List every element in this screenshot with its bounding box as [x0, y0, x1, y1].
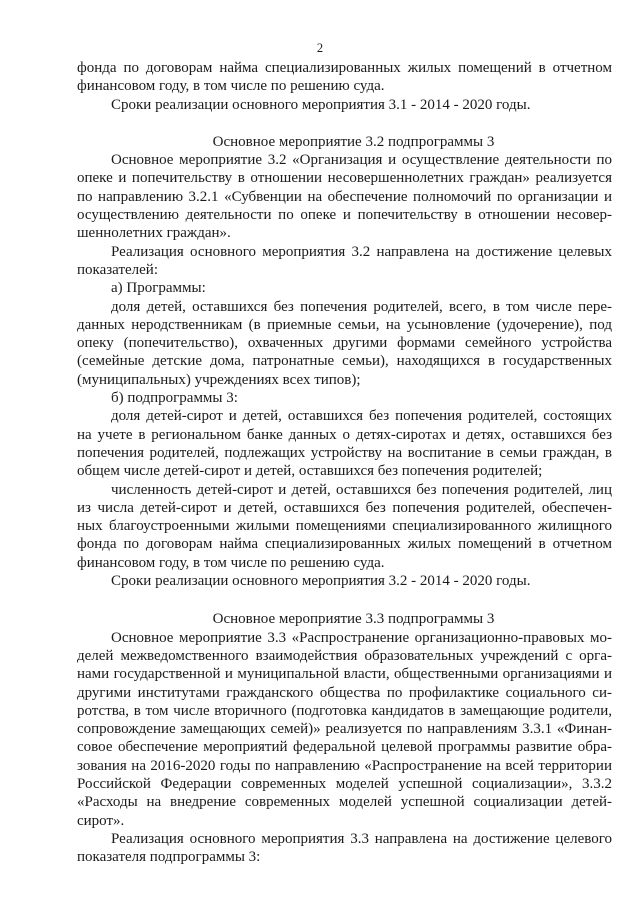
- section-spacer: [77, 114, 612, 133]
- text-line: зования на 2016-2020 годы по направлению «Распространение на всей территории: [77, 757, 612, 774]
- paragraph: [77, 481, 612, 572]
- text-line: Основное мероприятие 3.3 «Распространение организационно-правовых мо-: [111, 629, 612, 646]
- text-line: численность детей-сирот и детей, оставшихся без попечения родителей, лиц: [111, 481, 612, 498]
- text-line: опеку (попечительство), охваченных другими формами семейного устройства: [77, 335, 612, 352]
- text-line: делей межведомственного взаимодействия образовательных учреждений с орга-: [77, 647, 612, 664]
- text-line: из числа детей-сирот и детей, оставшихся без попечения родителей, обеспечен-: [77, 499, 612, 516]
- section-heading: Основное мероприятие 3.2 подпрограммы 3: [212, 133, 495, 150]
- text-line: совое обеспечение мероприятий федеральной целевой программы развитие обра-: [77, 739, 612, 756]
- paragraph: [77, 279, 612, 297]
- text-line: фонда по договорам найма специализированных жилых помещений в отчетном: [77, 536, 612, 553]
- document-body: [77, 59, 612, 866]
- text-line: (семейные детские дома, патронатные семьи), находящихся в государственных: [77, 353, 612, 370]
- text-line: финансовом году, в том числе по решению суда.: [77, 78, 385, 95]
- text-line: другими институтами гражданского общества по профилактике социального си-: [77, 684, 612, 701]
- text-line: опеке и попечительству в отношении несовершеннолетних граждан» реализуется: [77, 170, 612, 187]
- text-line: доля детей, оставшихся без попечения родителей, всего, в том числе пере-: [111, 298, 612, 315]
- text-line: сопровождение замещающих семей)» реализуется по направлениям 3.3.1 «Финан-: [77, 721, 612, 738]
- text-line: по направлению 3.2.1 «Субвенции на обеспечение полномочий по организации и: [77, 188, 612, 205]
- paragraph: [77, 572, 612, 590]
- text-line: фонда по договорам найма специализированных жилых помещений в отчетном: [77, 60, 612, 76]
- text-line: Основное мероприятие 3.2 «Организация и осуществление деятельности по: [111, 152, 612, 169]
- text-line: а) Программы:: [111, 280, 206, 297]
- paragraph: [77, 629, 612, 830]
- text-line: Реализация основного мероприятия 3.3 направлена на достижение целевого: [111, 830, 612, 847]
- text-line: сирот».: [77, 812, 125, 829]
- paragraph: [77, 96, 612, 114]
- text-line: (муниципальных) учреждениях всех типов);: [77, 371, 361, 388]
- section-spacer: [77, 590, 612, 610]
- paragraph: [77, 830, 612, 867]
- text-line: Реализация основного мероприятия 3.2 направлена на достижение целевых: [111, 243, 612, 260]
- paragraph: [77, 407, 612, 480]
- text-line: финансовом году, в том числе по решению суда.: [77, 554, 385, 571]
- paragraph: [77, 389, 612, 407]
- text-line: Российской Федерации современных моделей успешной социализации», 3.3.2: [77, 775, 612, 792]
- text-line: показателя подпрограммы 3:: [77, 849, 261, 866]
- text-line: доля детей-сирот и детей, оставшихся без попечения родителей, состоящих: [111, 408, 612, 425]
- text-line: общем числе детей-сирот и детей, оставшихся без попечения родителей;: [77, 463, 543, 480]
- text-line: ротства, в том числе вторичного (подготовка кандидатов в замещающие родители,: [77, 702, 612, 719]
- section-heading: Основное мероприятие 3.3 подпрограммы 3: [212, 611, 495, 628]
- text-line: Сроки реализации основного мероприятия 3.2 - 2014 - 2020 годы.: [111, 573, 531, 590]
- paragraph: [77, 243, 612, 280]
- text-line: шеннолетних граждан».: [77, 225, 231, 242]
- paragraph: [77, 151, 612, 242]
- text-line: «Расходы на внедрение современных моделей успешной социализации детей-: [77, 794, 612, 811]
- text-line: нами государственной и муниципальной власти, общественными организациями и: [77, 666, 612, 683]
- text-line: данных неродственникам (в приемные семьи, на усыновление (удочерение), под: [77, 316, 612, 333]
- text-line: ных благоустроенными жилыми помещениями специализированного жилищного: [77, 518, 612, 535]
- text-line: осуществлению деятельности по опеке и попечительству в отношении несовер-: [77, 207, 612, 224]
- text-line: на учете в региональном банке данных о детях-сиротах и детях, оставшихся без: [77, 426, 612, 443]
- paragraph: [77, 298, 612, 389]
- page-number: 2: [316, 41, 324, 55]
- paragraph: [77, 59, 612, 96]
- text-line: Сроки реализации основного мероприятия 3.1 - 2014 - 2020 годы.: [111, 96, 531, 113]
- text-line: показателей:: [77, 261, 158, 278]
- text-line: попечения родителей, подлежащих устройству на воспитание в семьи граждан, в: [77, 444, 612, 461]
- text-line: б) подпрограммы 3:: [111, 390, 238, 407]
